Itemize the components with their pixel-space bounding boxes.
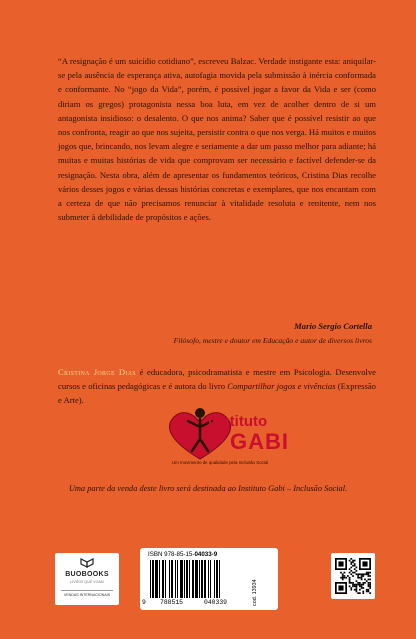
author-name: Cristina Jorge Dias [58,367,136,377]
product-code: cod. 13934 [252,579,258,606]
publisher-subtitle: LIVROS QUE VOAM [70,580,104,584]
qr-code-icon [335,558,371,594]
signature-name: Mario Sergio Cortella [294,321,372,331]
logo-tagline: Um movimento de qualidade pela Inclusão Social [172,460,269,465]
signature-role: Filósofo, mestre e doutor em Educação e autor de diversos livros [173,336,372,345]
barcode-digits-left: 788515 [160,599,184,606]
author-bio-text-1: é educadora, psicodramatista e mestre em Psicologia. Desenvolve cursos e oficinas pedagógicas e é autora do livro [58,367,376,392]
author-bio-text-2: (Expressão e Arte). [58,381,376,406]
publisher-footer: VENDAS INTERNACIONAIS [63,593,111,597]
isbn-suffix: 04033-9 [194,551,218,558]
barcode-digits-right: 040339 [204,599,228,606]
publisher-logo [55,553,119,605]
isbn-prefix: ISBN 978-85-15- [148,551,195,558]
author-bio [58,365,376,408]
publisher-name: BUOBOOKS [65,571,109,578]
isbn-label [148,551,217,558]
logo-line-2: GABI [230,429,289,454]
logo-line-1: Instituto [208,413,268,430]
donation-note: Uma parte da venda deste livro será destinada ao Instituto Gabi – Inclusão Social. [68,484,348,493]
isbn-barcode-box [140,548,278,610]
barcode-digit-first: 9 [142,599,146,606]
instituto-gabi-logo [160,405,320,475]
blurb-text: “A resignação é um suicídio cotidiano”, escreveu Balzac. Verdade instigante esta: aniquilar-se pela ausência de esperança ativa, autofagia movida pela submissão à inércia conformada e conformante. No “jogo da Vida”, porém, é possível jogar a favor da Vida e ser (como diriam os gregos) protagonista nessa boa luta, em vez de acolher dentro de si um antagonista insidioso: o desalento. O que nos anima? Saber que é possível resistir ao que nos confronta, reagir ao que nos sujeita, persistir contra o que nos verga. Há muitos e muitos jogos que, brincando, nos levam alegre e seriamente a dar um passo melhor para adiante; há muitas e muitas histórias de vida que comprovam ser necessário e factível defender-se da resignação. Nesta obra, além de apresentar os fundamentos teóricos, Cristina Dias recolhe vários desses jogos e várias dessas histórias concretas e exemplares, que nos encantam com a certeza de que não precisamos renunciar à vitalidade resoluta e renitente, nem nos submeter à debilidade de propósitos e ações. [58,56,376,223]
qr-code-box [331,553,375,599]
divider [61,590,113,591]
barcode-icon [148,560,250,600]
book-wings-icon [79,557,95,569]
author-book-title: Compartilhar jogos e vivências [227,381,336,392]
